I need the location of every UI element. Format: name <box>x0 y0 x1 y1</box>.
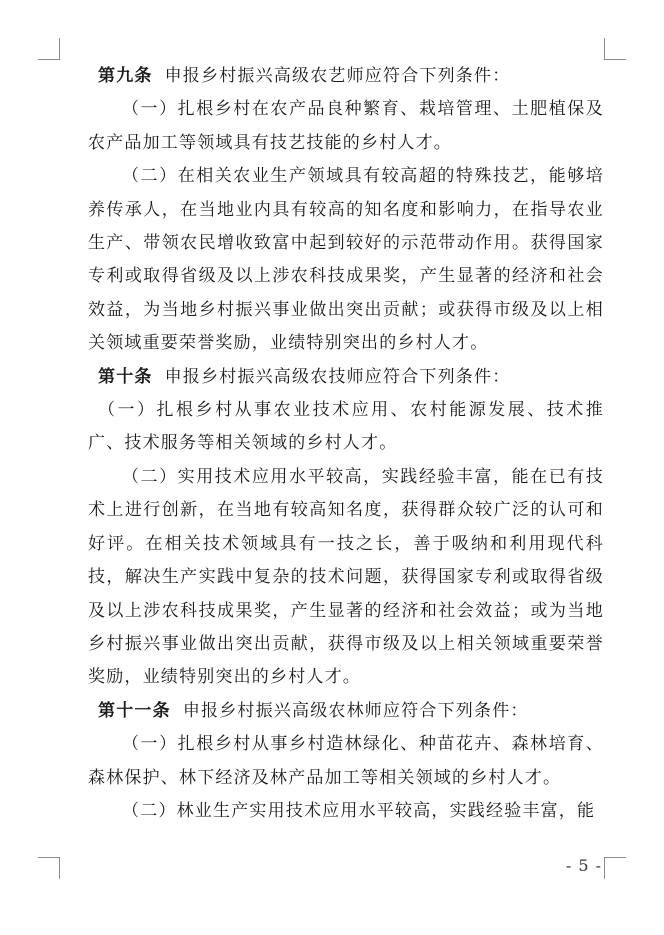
article-11-item-1: （一）扎根乡村从事乡村造林绿化、种苗花卉、森林培育、森林保护、林下经济及林产品加工等相关领域的乡村人才。 <box>88 734 604 788</box>
article-number: 第九条 <box>98 66 153 86</box>
crop-mark-bottom-right <box>604 857 626 879</box>
article-9-item-2: （二）在相关农业生产领域具有较高超的特殊技艺，能够培养传承人，在当地业内具有较高的知名度和影响力，在指导农业生产、带领农民增收致富中起到较好的示范带动作用。获得国家专利或取得省级及以上涉农科技成果奖，产生显著的经济和社会效益，为当地乡村振兴事业做出突出贡献；或获得市级及以上相关领域重要荣誉奖励，业绩特别突出的乡村人才。 <box>88 166 604 354</box>
article-text: 申报乡村振兴高级农林师应符合下列条件： <box>182 700 529 721</box>
article-10-item-1: （一）扎根乡村从事农业技术应用、农村能源发展、技术推广、技术服务等相关领域的乡村人才。 <box>88 400 604 454</box>
article-9-heading <box>88 60 604 93</box>
crop-mark-bottom-left <box>38 857 60 879</box>
article-text: 申报乡村振兴高级农技师应符合下列条件： <box>164 366 511 387</box>
crop-mark-top-left <box>38 38 60 60</box>
article-number: 第十一条 <box>98 700 171 721</box>
article-9-item-1: （一）扎根乡村在农产品良种繁育、栽培管理、土肥植保及农产品加工等领域具有技艺技能的乡村人才。 <box>88 99 604 153</box>
crop-mark-top-right <box>604 38 626 60</box>
article-10-item-2: （二）实用技术应用水平较高，实践经验丰富，能在已有技术上进行创新，在当地有较高知名度，获得群众较广泛的认可和好评。在相关技术领域具有一技之长，善于吸纳和利用现代科技，解决生产实践中复杂的技术问题，获得国家专利或取得省级及以上涉农科技成果奖，产生显著的经济和社会效益；或为当地乡村振兴事业做出突出贡献，获得市级及以上相关领域重要荣誉奖励，业绩特别突出的乡村人才。 <box>88 466 604 688</box>
article-number: 第十条 <box>98 366 153 387</box>
article-11-heading <box>88 695 604 728</box>
article-text: 申报乡村振兴高级农艺师应符合下列条件： <box>164 66 511 86</box>
article-11-item-2: （二）林业生产实用技术应用水平较高，实践经验丰富，能 <box>122 800 596 821</box>
document-body <box>88 60 604 828</box>
article-10-heading <box>88 361 604 394</box>
page-number: - 5 - <box>565 856 602 875</box>
